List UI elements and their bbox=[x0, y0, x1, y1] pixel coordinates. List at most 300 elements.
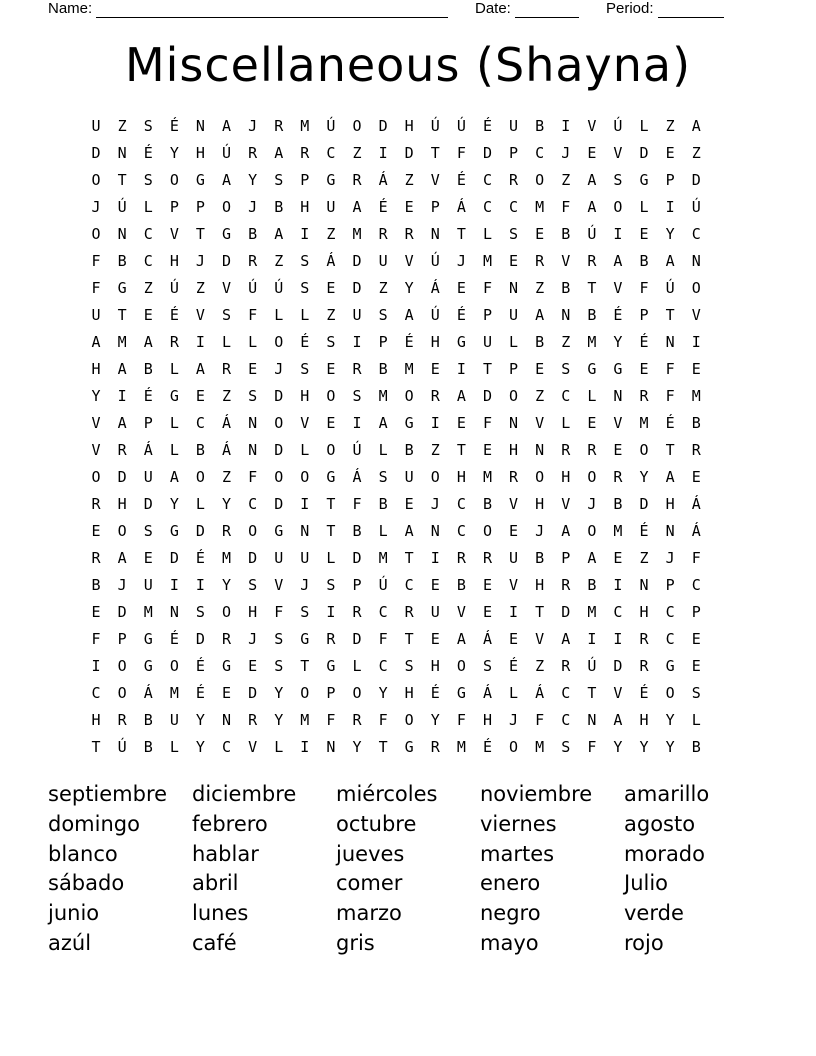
grid-letter[interactable]: V bbox=[404, 251, 414, 270]
grid-letter[interactable]: N bbox=[222, 710, 232, 729]
grid-letter[interactable]: Ú bbox=[587, 656, 597, 675]
grid-letter[interactable]: T bbox=[430, 143, 440, 162]
grid-letter[interactable]: D bbox=[378, 116, 388, 135]
grid-letter[interactable]: S bbox=[404, 656, 414, 675]
grid-letter[interactable]: I bbox=[561, 116, 571, 135]
grid-letter[interactable]: T bbox=[535, 602, 545, 621]
grid-letter[interactable]: O bbox=[248, 521, 258, 540]
grid-letter[interactable]: S bbox=[300, 359, 310, 378]
grid-letter[interactable]: M bbox=[456, 737, 466, 756]
grid-letter[interactable]: H bbox=[117, 494, 127, 513]
grid-letter[interactable]: S bbox=[509, 224, 519, 243]
grid-letter[interactable]: É bbox=[378, 197, 388, 216]
grid-letter[interactable]: O bbox=[535, 170, 545, 189]
grid-letter[interactable]: F bbox=[561, 197, 571, 216]
grid-letter[interactable]: O bbox=[274, 413, 284, 432]
grid-letter[interactable]: Ú bbox=[117, 737, 127, 756]
grid-letter[interactable]: V bbox=[561, 251, 571, 270]
grid-letter[interactable]: F bbox=[665, 359, 675, 378]
grid-letter[interactable]: H bbox=[665, 494, 675, 513]
grid-letter[interactable]: J bbox=[195, 251, 205, 270]
grid-letter[interactable]: N bbox=[169, 602, 179, 621]
date-blank-line[interactable] bbox=[515, 3, 579, 18]
grid-letter[interactable]: R bbox=[430, 737, 440, 756]
grid-letter[interactable]: Ú bbox=[378, 575, 388, 594]
grid-letter[interactable]: N bbox=[117, 143, 127, 162]
grid-letter[interactable]: U bbox=[509, 116, 519, 135]
grid-letter[interactable]: A bbox=[274, 224, 284, 243]
grid-letter[interactable]: C bbox=[561, 386, 571, 405]
grid-letter[interactable]: Z bbox=[535, 278, 545, 297]
grid-letter[interactable]: R bbox=[352, 170, 362, 189]
grid-letter[interactable]: R bbox=[169, 332, 179, 351]
grid-letter[interactable]: R bbox=[561, 575, 571, 594]
grid-letter[interactable]: N bbox=[509, 278, 519, 297]
grid-letter[interactable]: F bbox=[378, 710, 388, 729]
grid-letter[interactable]: A bbox=[222, 170, 232, 189]
grid-letter[interactable]: E bbox=[195, 386, 205, 405]
grid-letter[interactable]: A bbox=[613, 251, 623, 270]
grid-letter[interactable]: L bbox=[587, 386, 597, 405]
grid-letter[interactable]: V bbox=[456, 602, 466, 621]
grid-letter[interactable]: Y bbox=[404, 278, 414, 297]
grid-letter[interactable]: E bbox=[404, 197, 414, 216]
grid-letter[interactable]: Á bbox=[482, 629, 492, 648]
grid-letter[interactable]: E bbox=[456, 278, 466, 297]
grid-letter[interactable]: N bbox=[117, 224, 127, 243]
grid-letter[interactable]: M bbox=[482, 467, 492, 486]
grid-letter[interactable]: D bbox=[91, 143, 101, 162]
grid-letter[interactable]: V bbox=[169, 224, 179, 243]
grid-letter[interactable]: V bbox=[430, 170, 440, 189]
grid-letter[interactable]: Z bbox=[535, 656, 545, 675]
grid-letter[interactable]: O bbox=[117, 683, 127, 702]
grid-letter[interactable]: D bbox=[169, 548, 179, 567]
grid-letter[interactable]: R bbox=[248, 251, 258, 270]
grid-letter[interactable]: V bbox=[509, 575, 519, 594]
grid-letter[interactable]: R bbox=[613, 467, 623, 486]
grid-letter[interactable]: G bbox=[143, 656, 153, 675]
grid-letter[interactable]: A bbox=[117, 359, 127, 378]
grid-letter[interactable]: V bbox=[195, 305, 205, 324]
grid-letter[interactable]: Á bbox=[691, 521, 701, 540]
grid-letter[interactable]: B bbox=[691, 413, 701, 432]
grid-letter[interactable]: S bbox=[326, 575, 336, 594]
grid-letter[interactable]: S bbox=[143, 170, 153, 189]
grid-letter[interactable]: E bbox=[404, 494, 414, 513]
grid-letter[interactable]: Á bbox=[430, 278, 440, 297]
grid-letter[interactable]: D bbox=[274, 494, 284, 513]
grid-letter[interactable]: B bbox=[561, 278, 571, 297]
grid-letter[interactable]: I bbox=[613, 575, 623, 594]
grid-letter[interactable]: Z bbox=[222, 467, 232, 486]
grid-letter[interactable]: Ú bbox=[691, 197, 701, 216]
grid-letter[interactable]: J bbox=[300, 575, 310, 594]
grid-letter[interactable]: É bbox=[195, 656, 205, 675]
grid-letter[interactable]: N bbox=[248, 413, 258, 432]
grid-letter[interactable]: T bbox=[195, 224, 205, 243]
grid-letter[interactable]: A bbox=[456, 629, 466, 648]
grid-letter[interactable]: Z bbox=[561, 332, 571, 351]
grid-letter[interactable]: P bbox=[300, 170, 310, 189]
grid-letter[interactable]: L bbox=[300, 440, 310, 459]
grid-letter[interactable]: D bbox=[352, 548, 362, 567]
grid-letter[interactable]: D bbox=[274, 386, 284, 405]
grid-letter[interactable]: L bbox=[326, 548, 336, 567]
grid-letter[interactable]: O bbox=[587, 467, 597, 486]
grid-letter[interactable]: É bbox=[169, 116, 179, 135]
grid-letter[interactable]: S bbox=[274, 629, 284, 648]
grid-letter[interactable]: E bbox=[430, 359, 440, 378]
grid-letter[interactable]: R bbox=[222, 359, 232, 378]
grid-letter[interactable]: L bbox=[274, 305, 284, 324]
grid-letter[interactable]: F bbox=[456, 710, 466, 729]
grid-letter[interactable]: C bbox=[665, 629, 675, 648]
grid-letter[interactable]: V bbox=[222, 278, 232, 297]
grid-letter[interactable]: Y bbox=[665, 737, 675, 756]
grid-letter[interactable]: D bbox=[248, 683, 258, 702]
grid-letter[interactable]: S bbox=[248, 386, 258, 405]
grid-letter[interactable]: V bbox=[613, 278, 623, 297]
grid-letter[interactable]: I bbox=[195, 575, 205, 594]
grid-letter[interactable]: H bbox=[456, 467, 466, 486]
grid-letter[interactable]: Z bbox=[274, 251, 284, 270]
grid-letter[interactable]: G bbox=[587, 359, 597, 378]
grid-letter[interactable]: P bbox=[509, 359, 519, 378]
grid-letter[interactable]: I bbox=[430, 413, 440, 432]
grid-letter[interactable]: P bbox=[326, 683, 336, 702]
grid-letter[interactable]: A bbox=[117, 548, 127, 567]
grid-letter[interactable]: R bbox=[561, 656, 571, 675]
grid-letter[interactable]: Z bbox=[691, 143, 701, 162]
grid-letter[interactable]: Y bbox=[222, 494, 232, 513]
grid-letter[interactable]: S bbox=[143, 521, 153, 540]
grid-letter[interactable]: B bbox=[117, 251, 127, 270]
grid-letter[interactable]: Z bbox=[143, 278, 153, 297]
grid-letter[interactable]: F bbox=[352, 494, 362, 513]
grid-letter[interactable]: O bbox=[91, 224, 101, 243]
grid-letter[interactable]: I bbox=[169, 575, 179, 594]
grid-letter[interactable]: É bbox=[169, 305, 179, 324]
grid-letter[interactable]: Z bbox=[404, 170, 414, 189]
grid-letter[interactable]: J bbox=[248, 629, 258, 648]
grid-letter[interactable]: V bbox=[587, 116, 597, 135]
grid-letter[interactable]: J bbox=[535, 521, 545, 540]
grid-letter[interactable]: Z bbox=[430, 440, 440, 459]
grid-letter[interactable]: I bbox=[430, 548, 440, 567]
grid-letter[interactable]: O bbox=[509, 386, 519, 405]
grid-letter[interactable]: M bbox=[404, 359, 414, 378]
grid-letter[interactable]: Y bbox=[378, 683, 388, 702]
grid-letter[interactable]: O bbox=[222, 602, 232, 621]
grid-letter[interactable]: L bbox=[561, 413, 571, 432]
grid-letter[interactable]: S bbox=[561, 359, 571, 378]
grid-letter[interactable]: H bbox=[248, 602, 258, 621]
grid-letter[interactable]: V bbox=[535, 413, 545, 432]
grid-letter[interactable]: É bbox=[639, 332, 649, 351]
grid-letter[interactable]: R bbox=[352, 602, 362, 621]
grid-letter[interactable]: B bbox=[195, 440, 205, 459]
grid-letter[interactable]: G bbox=[404, 413, 414, 432]
grid-letter[interactable]: E bbox=[639, 359, 649, 378]
grid-letter[interactable]: F bbox=[248, 305, 258, 324]
grid-letter[interactable]: H bbox=[91, 359, 101, 378]
grid-letter[interactable]: U bbox=[143, 467, 153, 486]
grid-letter[interactable]: V bbox=[91, 440, 101, 459]
grid-letter[interactable]: D bbox=[352, 251, 362, 270]
grid-letter[interactable]: B bbox=[143, 737, 153, 756]
grid-letter[interactable]: Á bbox=[378, 170, 388, 189]
grid-letter[interactable]: E bbox=[456, 413, 466, 432]
grid-letter[interactable]: Ú bbox=[456, 116, 466, 135]
grid-letter[interactable]: C bbox=[691, 224, 701, 243]
grid-letter[interactable]: H bbox=[639, 602, 649, 621]
grid-letter[interactable]: E bbox=[509, 629, 519, 648]
grid-letter[interactable]: É bbox=[639, 521, 649, 540]
grid-letter[interactable]: Ú bbox=[169, 278, 179, 297]
grid-letter[interactable]: A bbox=[587, 197, 597, 216]
grid-letter[interactable]: A bbox=[665, 251, 675, 270]
grid-letter[interactable]: V bbox=[535, 629, 545, 648]
grid-letter[interactable]: O bbox=[222, 197, 232, 216]
grid-letter[interactable]: Y bbox=[639, 467, 649, 486]
name-blank-line[interactable] bbox=[96, 3, 448, 18]
grid-letter[interactable]: C bbox=[326, 143, 336, 162]
grid-letter[interactable]: F bbox=[665, 386, 675, 405]
grid-letter[interactable]: M bbox=[639, 413, 649, 432]
grid-letter[interactable]: E bbox=[248, 359, 258, 378]
grid-letter[interactable]: V bbox=[248, 737, 258, 756]
grid-letter[interactable]: T bbox=[300, 656, 310, 675]
grid-letter[interactable]: P bbox=[665, 575, 675, 594]
grid-letter[interactable]: H bbox=[430, 332, 440, 351]
grid-letter[interactable]: L bbox=[509, 683, 519, 702]
grid-letter[interactable]: J bbox=[248, 116, 258, 135]
grid-letter[interactable]: Z bbox=[326, 224, 336, 243]
grid-letter[interactable]: O bbox=[482, 521, 492, 540]
grid-letter[interactable]: L bbox=[482, 224, 492, 243]
grid-letter[interactable]: S bbox=[300, 278, 310, 297]
grid-letter[interactable]: A bbox=[352, 197, 362, 216]
grid-letter[interactable]: R bbox=[482, 548, 492, 567]
grid-letter[interactable]: N bbox=[509, 413, 519, 432]
grid-letter[interactable]: E bbox=[430, 629, 440, 648]
grid-letter[interactable]: J bbox=[456, 251, 466, 270]
grid-letter[interactable]: M bbox=[691, 386, 701, 405]
grid-letter[interactable]: A bbox=[456, 386, 466, 405]
grid-letter[interactable]: T bbox=[456, 224, 466, 243]
grid-letter[interactable]: S bbox=[195, 602, 205, 621]
grid-letter[interactable]: É bbox=[482, 116, 492, 135]
grid-letter[interactable]: É bbox=[404, 332, 414, 351]
grid-letter[interactable]: O bbox=[430, 467, 440, 486]
grid-letter[interactable]: I bbox=[378, 143, 388, 162]
grid-letter[interactable]: D bbox=[482, 386, 492, 405]
grid-letter[interactable]: F bbox=[482, 413, 492, 432]
grid-letter[interactable]: B bbox=[535, 332, 545, 351]
grid-letter[interactable]: E bbox=[482, 602, 492, 621]
grid-letter[interactable]: O bbox=[613, 197, 623, 216]
grid-letter[interactable]: V bbox=[509, 494, 519, 513]
grid-letter[interactable]: Ú bbox=[326, 116, 336, 135]
grid-letter[interactable]: F bbox=[639, 278, 649, 297]
grid-letter[interactable]: R bbox=[587, 440, 597, 459]
grid-letter[interactable]: E bbox=[326, 278, 336, 297]
grid-letter[interactable]: Y bbox=[248, 170, 258, 189]
grid-letter[interactable]: G bbox=[117, 278, 127, 297]
grid-letter[interactable]: É bbox=[613, 305, 623, 324]
grid-letter[interactable]: J bbox=[509, 710, 519, 729]
grid-letter[interactable]: J bbox=[430, 494, 440, 513]
grid-letter[interactable]: D bbox=[195, 629, 205, 648]
grid-letter[interactable]: Ú bbox=[352, 440, 362, 459]
grid-letter[interactable]: J bbox=[665, 548, 675, 567]
grid-letter[interactable]: H bbox=[430, 656, 440, 675]
grid-letter[interactable]: R bbox=[222, 521, 232, 540]
grid-letter[interactable]: F bbox=[326, 710, 336, 729]
grid-letter[interactable]: J bbox=[248, 197, 258, 216]
grid-letter[interactable]: A bbox=[143, 332, 153, 351]
grid-letter[interactable]: O bbox=[169, 656, 179, 675]
grid-letter[interactable]: T bbox=[665, 440, 675, 459]
grid-letter[interactable]: R bbox=[456, 548, 466, 567]
grid-letter[interactable]: L bbox=[639, 116, 649, 135]
grid-letter[interactable]: U bbox=[509, 305, 519, 324]
grid-letter[interactable]: Z bbox=[561, 170, 571, 189]
grid-letter[interactable]: R bbox=[404, 224, 414, 243]
grid-letter[interactable]: Z bbox=[378, 278, 388, 297]
grid-letter[interactable]: C bbox=[456, 521, 466, 540]
grid-letter[interactable]: Ú bbox=[117, 197, 127, 216]
grid-letter[interactable]: A bbox=[613, 710, 623, 729]
grid-letter[interactable]: F bbox=[456, 143, 466, 162]
grid-letter[interactable]: H bbox=[195, 143, 205, 162]
grid-letter[interactable]: R bbox=[430, 386, 440, 405]
grid-letter[interactable]: Z bbox=[326, 305, 336, 324]
grid-letter[interactable]: E bbox=[326, 413, 336, 432]
grid-letter[interactable]: O bbox=[535, 467, 545, 486]
grid-letter[interactable]: U bbox=[91, 116, 101, 135]
grid-letter[interactable]: P bbox=[117, 629, 127, 648]
grid-letter[interactable]: E bbox=[509, 521, 519, 540]
grid-letter[interactable]: G bbox=[222, 656, 232, 675]
grid-letter[interactable]: H bbox=[639, 710, 649, 729]
grid-letter[interactable]: B bbox=[535, 548, 545, 567]
grid-letter[interactable]: O bbox=[326, 440, 336, 459]
grid-letter[interactable]: C bbox=[404, 575, 414, 594]
grid-letter[interactable]: T bbox=[117, 305, 127, 324]
grid-letter[interactable]: N bbox=[430, 224, 440, 243]
grid-letter[interactable]: P bbox=[665, 170, 675, 189]
grid-letter[interactable]: O bbox=[326, 386, 336, 405]
grid-letter[interactable]: C bbox=[222, 737, 232, 756]
grid-letter[interactable]: M bbox=[587, 332, 597, 351]
grid-letter[interactable]: O bbox=[587, 521, 597, 540]
grid-letter[interactable]: C bbox=[143, 251, 153, 270]
grid-letter[interactable]: B bbox=[143, 359, 153, 378]
grid-letter[interactable]: N bbox=[613, 386, 623, 405]
grid-letter[interactable]: S bbox=[613, 170, 623, 189]
grid-letter[interactable]: M bbox=[143, 602, 153, 621]
grid-letter[interactable]: S bbox=[143, 116, 153, 135]
grid-letter[interactable]: C bbox=[91, 683, 101, 702]
grid-letter[interactable]: L bbox=[378, 440, 388, 459]
grid-letter[interactable]: O bbox=[404, 386, 414, 405]
grid-letter[interactable]: L bbox=[143, 197, 153, 216]
grid-letter[interactable]: L bbox=[169, 413, 179, 432]
grid-letter[interactable]: R bbox=[639, 386, 649, 405]
grid-letter[interactable]: R bbox=[378, 224, 388, 243]
grid-letter[interactable]: M bbox=[300, 710, 310, 729]
grid-letter[interactable]: B bbox=[143, 710, 153, 729]
grid-letter[interactable]: B bbox=[587, 575, 597, 594]
grid-letter[interactable]: H bbox=[535, 575, 545, 594]
grid-letter[interactable]: F bbox=[91, 278, 101, 297]
grid-letter[interactable]: M bbox=[378, 548, 388, 567]
grid-letter[interactable]: P bbox=[195, 197, 205, 216]
grid-letter[interactable]: H bbox=[535, 494, 545, 513]
grid-letter[interactable]: A bbox=[665, 467, 675, 486]
grid-letter[interactable]: L bbox=[274, 737, 284, 756]
grid-letter[interactable]: D bbox=[639, 494, 649, 513]
grid-letter[interactable]: A bbox=[561, 629, 571, 648]
grid-letter[interactable]: É bbox=[169, 629, 179, 648]
grid-letter[interactable]: B bbox=[378, 359, 388, 378]
grid-letter[interactable]: P bbox=[143, 413, 153, 432]
grid-letter[interactable]: R bbox=[248, 710, 258, 729]
grid-letter[interactable]: U bbox=[143, 575, 153, 594]
grid-letter[interactable]: N bbox=[691, 251, 701, 270]
grid-letter[interactable]: Á bbox=[326, 251, 336, 270]
grid-letter[interactable]: H bbox=[300, 197, 310, 216]
grid-letter[interactable]: É bbox=[639, 683, 649, 702]
grid-letter[interactable]: E bbox=[143, 305, 153, 324]
grid-letter[interactable]: B bbox=[535, 116, 545, 135]
grid-letter[interactable]: B bbox=[352, 521, 362, 540]
grid-letter[interactable]: T bbox=[482, 359, 492, 378]
grid-letter[interactable]: I bbox=[691, 332, 701, 351]
grid-letter[interactable]: T bbox=[91, 737, 101, 756]
grid-letter[interactable]: É bbox=[430, 683, 440, 702]
grid-letter[interactable]: M bbox=[378, 386, 388, 405]
grid-letter[interactable]: T bbox=[326, 494, 336, 513]
grid-letter[interactable]: U bbox=[274, 548, 284, 567]
grid-letter[interactable]: M bbox=[117, 332, 127, 351]
grid-letter[interactable]: T bbox=[587, 278, 597, 297]
grid-letter[interactable]: Z bbox=[535, 386, 545, 405]
grid-letter[interactable]: D bbox=[404, 143, 414, 162]
grid-letter[interactable]: P bbox=[509, 143, 519, 162]
grid-letter[interactable]: C bbox=[143, 224, 153, 243]
grid-letter[interactable]: F bbox=[378, 629, 388, 648]
grid-letter[interactable]: I bbox=[613, 224, 623, 243]
grid-letter[interactable]: A bbox=[195, 359, 205, 378]
grid-letter[interactable]: S bbox=[378, 467, 388, 486]
grid-letter[interactable]: B bbox=[248, 224, 258, 243]
grid-letter[interactable]: C bbox=[509, 197, 519, 216]
grid-letter[interactable]: N bbox=[248, 440, 258, 459]
grid-letter[interactable]: O bbox=[117, 656, 127, 675]
grid-letter[interactable]: B bbox=[91, 575, 101, 594]
grid-letter[interactable]: C bbox=[561, 683, 571, 702]
grid-letter[interactable]: B bbox=[639, 251, 649, 270]
grid-letter[interactable]: E bbox=[91, 602, 101, 621]
grid-letter[interactable]: Y bbox=[274, 683, 284, 702]
grid-letter[interactable]: N bbox=[195, 116, 205, 135]
grid-letter[interactable]: H bbox=[169, 251, 179, 270]
grid-letter[interactable]: G bbox=[222, 224, 232, 243]
grid-letter[interactable]: D bbox=[613, 656, 623, 675]
